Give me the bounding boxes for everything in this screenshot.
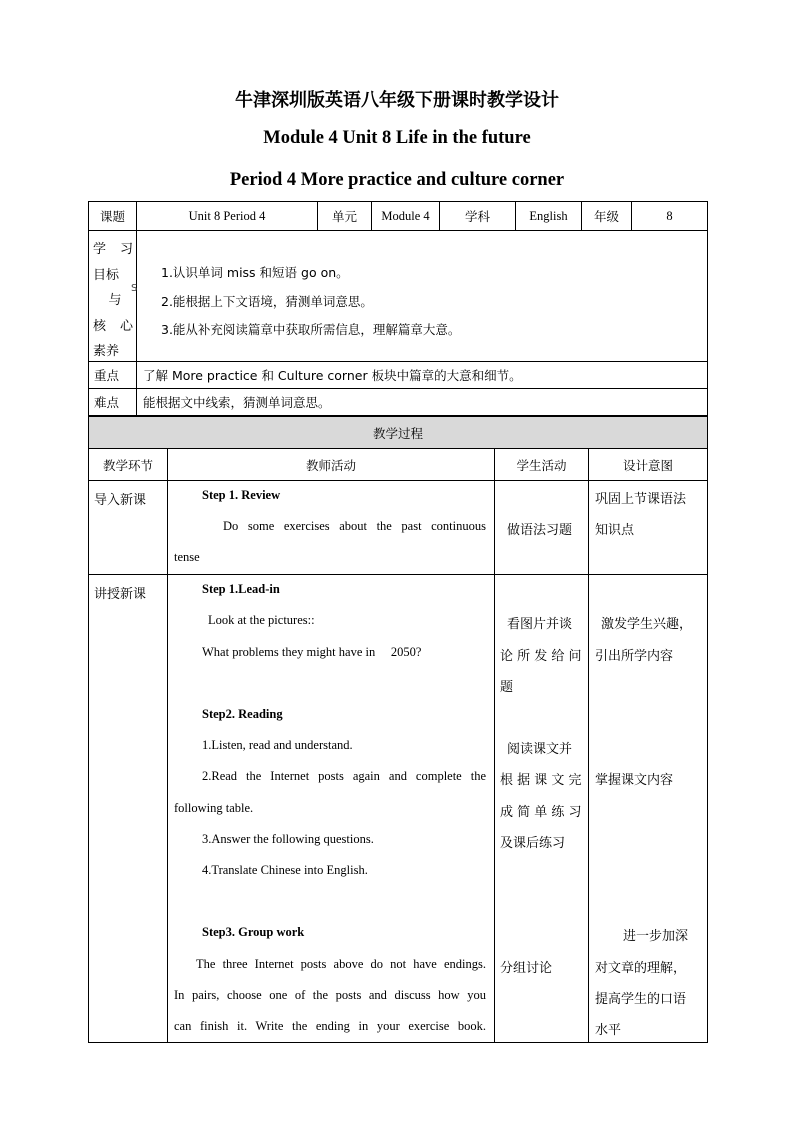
reading-line: 1.Listen, read and understand.	[202, 738, 353, 752]
objective-item: 1.认识单词 miss 和短语 go on。	[161, 265, 349, 280]
lead-title: Step 1.Lead-in	[202, 582, 280, 596]
process-header: 教学过程	[89, 417, 708, 449]
teach-teacher	[168, 575, 495, 1043]
col-intent-header: 设计意图	[589, 449, 708, 481]
lead-student-line: 看图片并谈	[507, 617, 573, 632]
col-stage-header: 教学环节	[89, 449, 168, 481]
difficulty-text: 能根据文中线索，猜测单词意思。	[137, 389, 708, 416]
intro-intent-line: 知识点	[595, 523, 635, 538]
group-intent-line: 提高学生的口语	[595, 992, 687, 1007]
objectives-content	[131, 231, 708, 362]
group-title: Step3. Group work	[202, 925, 305, 939]
intro-student	[495, 481, 589, 575]
difficulty-label: 难点	[89, 389, 137, 416]
reading-line: 3.Answer the following questions.	[202, 832, 374, 846]
period-title: Period 4 More practice and culture corner	[229, 170, 565, 190]
topic-value: Unit 8 Period 4	[137, 202, 318, 231]
lead-intent-line: 引出所学内容	[595, 649, 674, 664]
info-table	[88, 201, 708, 416]
intro-text-line: Do some exercises about the past continuous	[223, 519, 486, 533]
intro-intent	[589, 481, 708, 575]
teach-stage	[89, 575, 168, 1043]
process-table	[88, 416, 708, 1043]
key-point-label: 重点	[89, 362, 137, 389]
col-student-header: 学生活动	[495, 449, 589, 481]
objectives-label-line: 学 习	[93, 242, 133, 257]
lead-intent-line: 激发学生兴趣，	[601, 617, 693, 632]
group-line: can finish it. Write the ending in your exercise book.	[174, 1019, 486, 1033]
intro-student-text: 做语法习题	[507, 523, 573, 538]
module-title: Module 4 Unit 8 Life in the future	[263, 128, 531, 148]
intro-stage	[89, 481, 168, 575]
topic-label: 课题	[89, 202, 137, 231]
col-teacher-header: 教师活动	[168, 449, 495, 481]
intro-text-line: tense	[174, 550, 200, 564]
group-intent-line: 水平	[595, 1023, 622, 1038]
objectives-label-line: 核 心	[93, 318, 133, 334]
document-title: 牛津深圳版英语八年级下册课时教学设计	[235, 90, 559, 111]
reading-line: following table.	[174, 801, 254, 815]
objective-item: 2.能根据上下文语境，猜测单词意思。	[161, 293, 373, 309]
subject-label: 学科	[440, 202, 516, 231]
intro-teacher	[168, 481, 495, 575]
teach-stage-text: 讲授新课	[94, 587, 147, 602]
group-line: In pairs, choose one of the posts and discuss how you	[174, 988, 486, 1002]
grade-value: 8	[632, 202, 708, 231]
reading-student-line: 根 据 课 文 完	[500, 773, 582, 788]
reading-student-line: 成 简 单 练 习	[500, 805, 582, 820]
lead-student-line: 论 所 发 给 问	[500, 649, 582, 664]
intro-stage-text: 导入新课	[94, 493, 147, 508]
lead-line: What problems they might have in 2050?	[202, 645, 422, 659]
objectives-label-line: 目标	[93, 267, 120, 283]
grade-label: 年级	[582, 202, 632, 231]
objectives-label	[89, 231, 137, 362]
group-student-text: 分组讨论	[500, 961, 553, 976]
key-point-text: 了解 More practice 和 Culture corner 板块中篇章的大意和细节。	[137, 362, 708, 389]
subject-value: English	[516, 202, 582, 231]
reading-line: 2.Read the Internet posts again and complete the	[202, 769, 486, 783]
reading-student-line: 阅读课文并	[507, 742, 573, 757]
reading-title: Step2. Reading	[202, 707, 283, 721]
group-line: The three Internet posts above do not have endings.	[196, 957, 486, 971]
reading-line: 4.Translate Chinese into English.	[202, 863, 368, 877]
unit-value: Module 4	[372, 202, 440, 231]
intro-intent-line: 巩固上节课语法	[595, 492, 687, 507]
reading-student-line: 及课后练习	[500, 836, 566, 851]
stray-mark: S	[131, 283, 138, 294]
objectives-label-line: 素养	[93, 344, 120, 359]
teach-student	[495, 575, 589, 1043]
objectives-label-line: 与	[108, 293, 122, 308]
group-intent-line: 对文章的理解，	[595, 961, 687, 976]
reading-intent-text: 掌握课文内容	[595, 773, 674, 788]
unit-label: 单元	[318, 202, 372, 231]
group-intent-line: 进一步加深	[623, 929, 689, 944]
intro-step-title: Step 1. Review	[202, 488, 281, 502]
lead-student-line: 题	[500, 680, 514, 695]
lead-line: Look at the pictures::	[208, 613, 315, 627]
objective-item: 3.能从补充阅读篇章中获取所需信息，理解篇章大意。	[161, 322, 461, 337]
teach-intent	[589, 575, 708, 1043]
